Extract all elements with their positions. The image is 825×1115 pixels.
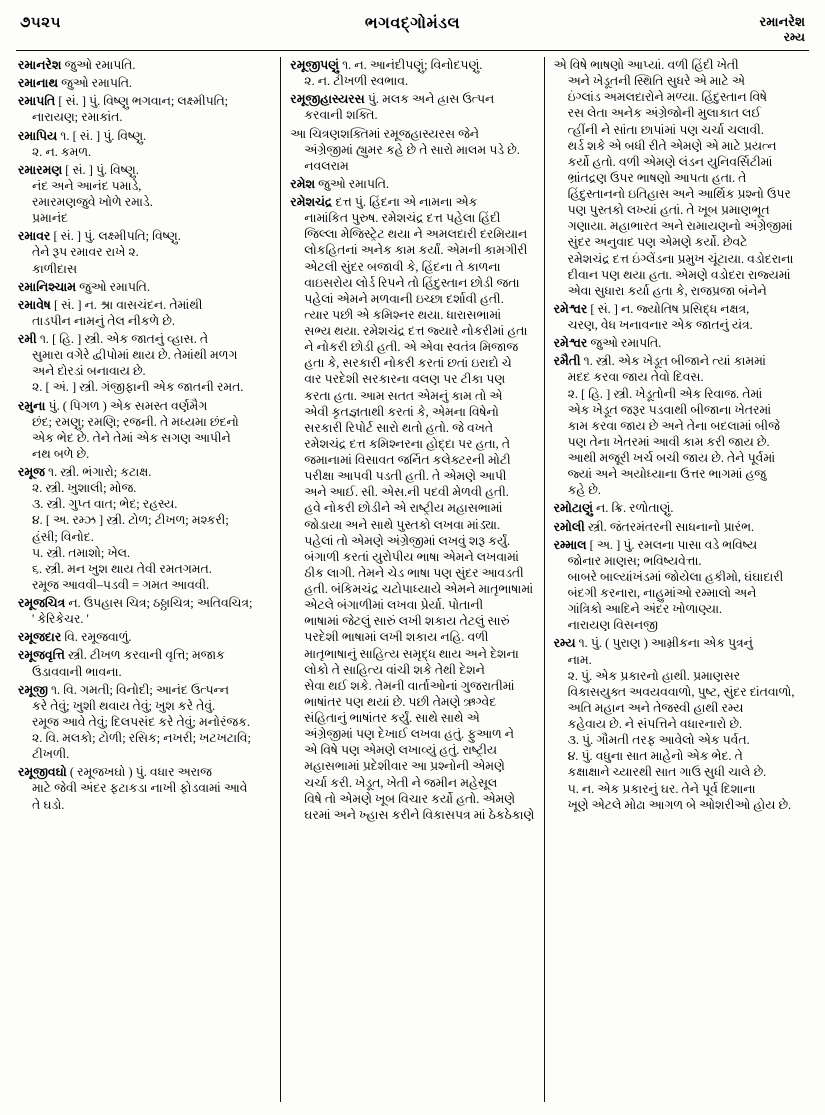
entry-line: એવા સુધારા કર્યા હતા કે, રાજપ્રજા બંનેને	[567, 283, 767, 298]
dictionary-entry	[18, 764, 271, 812]
entry-line: કક્ષાક્ષાને ચ્યારથી સાત ગાઉ સુધી ચાલે છે.	[567, 765, 767, 780]
dictionary-entry	[18, 228, 271, 276]
entry-line: ભ્રાંતદ્રણ ઉપર ભાષણો આપતા હતા. તે	[567, 170, 747, 185]
entry-line: ૩. સ્ત્રી. ગુપ્ત વાત; ભેદ; રહસ્ય.	[32, 497, 178, 512]
entry-headword: રમાવર	[18, 229, 51, 244]
dictionary-entry	[18, 331, 271, 396]
header-right-line1: રમાનરેશ	[759, 14, 805, 29]
entry-line: ભાષામાં જેટલું સારું લખી શકાય તેટલું સારું	[304, 614, 510, 629]
entry-headword: રમાનિશ્ચામ	[18, 279, 76, 294]
entry-line: ભાષાંતર પણ થયાં છે. પછી તેમણે ઋગ્વેદ	[304, 694, 497, 709]
entry-definition: જુઓ રમાપતિ.	[61, 76, 133, 91]
entry-definition: જુઓ રમાપતિ.	[590, 336, 662, 351]
dictionary-entry	[554, 335, 807, 351]
dictionary-entry	[18, 647, 271, 679]
entry-line: લોકો તે સાહિત્ય વાંચી શકે તેથી દેશને	[304, 662, 485, 677]
entry-line: ઘરમાં અને ખ્હાસ કરીને વિકાસપત્ર માં ઠેકઠેકાણે	[304, 807, 535, 822]
entry-definition: જુઓ રમાપતિ.	[318, 176, 390, 191]
dictionary-entry	[18, 297, 271, 329]
entry-line: એટલે બંગાળીમાં લખવા પ્રેર્યા. પોતાની	[304, 598, 484, 613]
column-1	[16, 57, 280, 1102]
entry-line: હતા કે, સરકારી નોકરી કરતાં છતાં ઇરાદો ચે	[304, 356, 512, 371]
entry-line: નારાયણ વિસનજી	[567, 618, 658, 633]
entry-line: ૪. પું. વધુના સાત માહેનો એક ભેદ. તે	[567, 749, 743, 764]
entry-headword: રમાનાથ	[18, 76, 58, 91]
entry-definition: ૧. વિ. ગમતી; વિનોદી; આનંદ ઉત્પન્ન	[50, 682, 229, 697]
entry-headword: રમૂજવૃત્તિ	[18, 648, 65, 663]
entry-line: થર્ડ શકે એ બધી રીતે એમણે એ માટે પ્રયત્ન	[567, 138, 777, 153]
entry-line: ને નોકરી છોડી હતી. એ એવા સ્વતંત્ર મિજાજ	[304, 340, 519, 355]
entry-definition: [ સં. ] પું. વિષ્ણુ.	[65, 162, 139, 177]
header-right-block	[759, 14, 809, 45]
entry-line: અને દોરડાં બનાવાય છે.	[32, 364, 146, 379]
entry-line: માતૃભાષાનું સાહિત્ય સમૃદ્ધ થાય અને દેશના	[304, 646, 519, 661]
entry-definition: ( રમૂજખઘો ) પું. વધાર અરાજ	[69, 765, 212, 780]
entry-line: ૩. પું. ગૌમતી તરફ આવેલો એક પર્વત.	[567, 733, 750, 748]
entry-line: અતિ મહાન અને તેજસ્વી હાથી રમ્ય	[567, 700, 744, 715]
entry-definition: ૧. સ્ત્રી. ભંગારો; કટાક્ષ.	[48, 465, 152, 479]
entry-line: હંસી; વિનોદ.	[32, 529, 94, 544]
entry-definition: ન. ઉપહાસ ચિત્ર; ઠઠ્ઠાચિત્ર; અતિવચિત્ર;	[68, 596, 253, 610]
entry-line: સેવા થઈ શકે. તેમની વાર્તાઓનાં ગુજરાતીમાં	[304, 678, 515, 693]
entry-line: હવે નોકરી છોડીને એ રાષ્ટ્રીય મહાસભામાં	[304, 501, 503, 516]
entry-line: રસ લેતા અનેક અંગ્રેજોની મુલાકાત લઈ	[567, 106, 761, 121]
entry-line: હતી. બંકિમચંદ્ર ચટોપાધ્યાયે એમને માતૃભાષામાં	[304, 582, 534, 596]
entry-line: ૨. ન. ટીખળી સ્વભાવ.	[304, 74, 409, 89]
entry-definition: ૧. ન. આનંદીપણું; વિનોદપણું.	[342, 58, 483, 72]
entry-line: કરવાની શક્તિ.	[304, 108, 378, 123]
column-3	[545, 57, 809, 1102]
dictionary-entry	[554, 57, 807, 299]
column-2	[280, 57, 544, 1102]
entry-headword: રમ્માલ	[553, 537, 587, 552]
entry-line: સંહિતાનું ભાષાંતર કર્યું. સાથે સાથે એ	[304, 711, 480, 725]
entry-definition: [ સં. ] ન. શ્રા વાસચંદન. તેમાંથી	[53, 297, 203, 312]
dictionary-entry	[18, 398, 271, 463]
entry-headword: રમેશ્વર	[553, 301, 588, 316]
entry-line: કામ કરવા જાય છે અને તેના બદલામાં બીજે	[567, 418, 780, 433]
entry-line: ૨. ન. કમળ.	[32, 144, 92, 159]
entry-line: તે ઘડો.	[32, 797, 65, 812]
entry-definition: પું. મલક અને હ્રાસ ઉત્પન	[367, 92, 495, 107]
entry-line: ૫. ન. એક પ્રકારનું ઘર. તેને પૂર્વ દિશાના	[567, 781, 756, 796]
entry-line: ૨. પું. એક પ્રકારનો હાથી. પ્રમાણસર	[567, 668, 741, 683]
dictionary-entry	[290, 194, 534, 823]
entry-line: સુમારા વગેરે દ્વીપોમાં થાય છે. તેમાંથી મળગ	[32, 348, 238, 363]
entry-line: હિંદુસ્તાનનો ઇતિહાસ અને આર્થિક પ્રશ્નો ઉપર	[567, 187, 791, 201]
entry-line: માટે જેવી અંદર ફટાકડા નાખી ફોડવામાં આવે	[32, 781, 248, 796]
entry-line: સરકારી રિપોર્ટ સારો થતો હતો. જે વખતે	[304, 420, 494, 435]
entry-line: જમાનામાં વિસાવત જર્નિત કલેક્ટરની મોટી	[304, 453, 511, 467]
running-title: ભગવદ્ગોમંડલ	[364, 15, 461, 32]
entry-line: પરીક્ષા આપવી પડતી હતી. તે એમણે આપી	[304, 469, 507, 484]
dictionary-entry	[18, 279, 271, 295]
entry-line: ઇંગ્લાંડ અમલદારોને મળ્યા. હિંદુસ્તાન વિષે	[567, 90, 768, 105]
entry-line: પ્રમાનંદ	[32, 211, 68, 226]
entry-definition: આ ચિત્રણશક્તિમાં રમૂજહાસ્યરસ જેને	[290, 126, 480, 141]
entry-line: કરે તેવું; ખુશી થવાય તેવું; ખુશ કરે તેવું.	[32, 698, 216, 713]
dictionary-entry	[554, 635, 807, 812]
entry-headword: રમાપતિ	[18, 94, 56, 109]
entry-headword: રમેશ્વર	[553, 336, 588, 351]
entry-line: જ્યાં અને અયોધ્યાના ઉત્તર ભાગમાં હજુ	[567, 467, 766, 482]
entry-definition: વિ. રમૂજવાળું.	[64, 630, 132, 645]
entry-line: જોનાર માણસ; ભવિષ્યવેત્તા.	[567, 553, 702, 568]
entry-line: ત્હીંની ને સાંતા છાપાંમાં પણ ચર્ચા ચલાવી.	[567, 122, 764, 137]
entry-definition: સ્ત્રી. જંતરમંતરની સાધનાનો પ્રારંભ.	[587, 519, 755, 534]
entry-definition: એ વિષે ભાષણો આપ્યાં. વળી હિંદી ખેતી	[553, 58, 739, 72]
entry-line: કર્યો હતો. વળી એમણે લંડન યુનિવર્સિટીમાં	[567, 154, 773, 169]
entry-headword: રમૂજદાર	[18, 630, 62, 645]
dictionary-entry	[554, 301, 807, 333]
entry-line: નામ.	[567, 652, 592, 667]
dictionary-entry	[18, 162, 271, 227]
entry-line: લોકહિતનાં અનેક કામ કર્યાં. એમની કામગીરી	[304, 243, 528, 258]
entry-line: બંગાળી કરતાં યુરોપીય ભાષા એમને લખવામાં	[304, 549, 519, 564]
entry-definition: જુઓ રમાપતિ.	[64, 58, 136, 72]
entry-line: ઉડાવવાની ભાવના.	[32, 664, 122, 679]
entry-line: રમેશચંદ્ર દત્ત ઇંગ્લેંડના પ્રમુખ ચૂંટાયા. વડોદરાના	[567, 251, 794, 266]
entry-headword: રમૂજીપણું	[290, 58, 339, 72]
entry-line: અંગ્રેજીમાં પણ દેખાઈ લખવા હતું. ફુઆળ ને	[304, 727, 514, 742]
entry-line: એટલી સુંદર બજાવી કે, હિંદના તે કાળના	[304, 259, 501, 274]
entry-line: રમૂજ આવવી–પડવી = ગમત આવવી.	[32, 577, 210, 592]
entry-line: ૪. [ અ. રમ્ઝ ] સ્ત્રી. ટોળ; ટીખળ; મશ્કરી;	[32, 513, 229, 528]
entry-line: બાબરે બાલ્યાંખંડમાં જોયેલા હકીમો, ઘંઘાદારી	[567, 569, 784, 584]
dictionary-entry	[18, 75, 271, 91]
entry-line: કરતા હતા. આમ સતત એમનું કામ તો એ	[304, 388, 503, 403]
entry-headword: રમુના	[18, 398, 46, 413]
entry-line: નંદ અને આનંદ પમાડે,	[32, 178, 142, 193]
entry-definition: દત્ત પું. હિંદના એ નામના એક	[335, 195, 478, 209]
entry-line: એક ખેડૂત જરૂર પડવાથી બીજાના ખેતરમાં	[567, 402, 772, 417]
entry-line: વિષે તો એમણે ખૂબ વિચાર કર્યો હતો. એમણે	[304, 791, 516, 806]
entry-line: કહેવાય છે. ને સંપત્તિને વધારનારો છે.	[567, 717, 743, 731]
entry-line: ખૂણે એટલે મોઢા આગળ બે ઓશરીઓ હોય છે.	[567, 797, 792, 812]
entry-line: ' કેરિકેચર. '	[32, 612, 89, 627]
entry-headword: રમોલી	[553, 519, 585, 534]
entry-headword: રમારમણ	[18, 162, 63, 177]
entry-line: સભ્ય થયા. રમેશચંદ્ર દત્ત જ્યારે નોકરીમાં હતા	[304, 324, 528, 338]
entry-line: ૫. સ્ત્રી. તમાશો; ખેલ.	[32, 545, 131, 560]
entry-line: ૨. [ અં. ] સ્ત્રી. ગંજીફાની એક જાતની રમત.	[32, 380, 244, 395]
entry-definition: ૧. પું. ( પુરાણ ) આમ્રીકના એક પુત્રનું	[578, 636, 753, 651]
dictionary-entry	[290, 91, 534, 123]
columns-container	[16, 57, 809, 1102]
entry-line: જોડાયા અને સાથે પુસ્તકો લખવા માંડ્યા.	[304, 517, 501, 532]
entry-line: નામાંકિત પુરુષ. રમેશચંદ્ર દત્ત પહેલા હિંદી	[304, 211, 501, 226]
entry-headword: રમેશચંદ્ર	[290, 195, 333, 209]
entry-line: સુંદર અનુવાદ પણ એમણે કર્યો. છેવટે	[567, 235, 748, 250]
entry-headword: રમી	[18, 332, 37, 346]
entry-line: ૨. વિ. મલકો; ટોળી; રસિક; નખરી; ખટખટાવિ;	[32, 731, 251, 745]
entry-definition: સ્ત્રી. ટીખળ કરવાની વૃત્તિ; મજાક	[67, 648, 225, 663]
entry-line: બંદગી કરનારા, નાહુમાંઓ રમ્માલો અને	[567, 586, 757, 600]
dictionary-entry	[18, 629, 271, 645]
entry-line: પહેલાં એમને મળવાની ઇચ્છા દર્શાવી હતી.	[304, 291, 504, 306]
entry-headword: રમાનરેશ	[18, 58, 62, 72]
entry-line: ચરણ, વેધ ખનાવનાર એક જાતનું યંત્ર.	[567, 318, 753, 332]
entry-line: નારાયણ; રમાકાંત.	[32, 110, 123, 125]
entry-line: વાઇસરોય લોર્ડ રિપને તો હિંદુસ્તાન છોડી જતા	[304, 275, 520, 290]
entry-headword: રમૂજ	[18, 465, 45, 479]
entry-line: રમારમણજુવે ખોળે રમાડે.	[32, 195, 153, 209]
entry-headword: રમૂજી	[18, 682, 48, 697]
entry-line: ચર્ચા કરી. ખેડૂત, ખેતી ને જમીન મહેસૂલ	[304, 775, 498, 790]
entry-headword: રમૈતી	[553, 354, 581, 369]
entry-definition: ૧. સ્ત્રી. એક ખેડૂત બીજાને ત્યાં કામમાં	[583, 354, 766, 369]
entry-line: અને ખેડૂતની સ્થિતિ સુધરે એ માટે એ	[567, 74, 745, 89]
entry-line: ૬. સ્ત્રી. મન ખુશ થાય તેવી રમતગમત.	[32, 561, 212, 576]
entry-line: ત્યાર પછી એ કમિશ્નર થયા. ધારાસભામાં	[304, 307, 502, 322]
entry-line: પણ પુસ્તકો લખ્યાં હતાં. તે ખૂબ પ્રમાણભૂત	[567, 203, 770, 218]
entry-line: ૨. સ્ત્રી. ખુશાલી; મોજ.	[32, 481, 137, 496]
entry-definition: [ સં. ] પું. વિષ્ણુ ભગવાન; લક્ષ્મીપતિ;	[58, 94, 229, 109]
page-header	[16, 14, 809, 48]
entry-headword: રમૂજચિત્ર	[18, 596, 66, 610]
dictionary-entry	[18, 57, 271, 73]
entry-line: કહે છે.	[567, 483, 601, 498]
entry-line: દીવાન પણ થયા હતા. એમણે વડોદરા રાજ્યમાં	[567, 267, 791, 282]
dictionary-entry	[18, 128, 271, 160]
entry-line: એ વિષે પણ એમણે લખાવ્યું હતું. રાષ્ટ્રીય	[304, 743, 498, 758]
entry-headword: રમાવેષ	[18, 297, 51, 312]
entry-definition: પું. ( પિગળ ) એક સમસ્ત વર્ણમૈગ	[48, 398, 208, 413]
entry-definition: ૧. [ હિ. ] સ્ત્રી. એક જાતનું વ્હાસ. તે	[39, 332, 209, 346]
entry-headword: રમોટાણું	[553, 501, 593, 516]
entry-line: તાડપીન નામનું તેલ નીકળે છે.	[32, 313, 175, 328]
folio-number: ૭૫૨૫	[20, 15, 61, 31]
entry-line: પરદેશી ભાષામાં લખી શકાય નહિ. વળી	[304, 630, 489, 645]
entry-line: અંગ્રેજીમાં હ્યુમર કહે છે તે સારો માલમ પડે છે.	[304, 142, 520, 157]
entry-line: છંદ; રમણુ; રમણિ; રજની. તે મધ્યમા છંદનો	[32, 414, 239, 429]
header-right-line2: રમ્ય	[783, 30, 805, 45]
entry-definition: [ સં. ] પું. લક્ષ્મીપતિ; વિષ્ણુ.	[53, 229, 181, 244]
entry-definition: જુઓ રમાપતિ.	[79, 279, 150, 294]
entry-line: મદદ કરવા જાય તેવો દિવસ.	[567, 370, 704, 385]
entry-headword: રમૂજીવઘો	[18, 765, 67, 780]
entry-line: ઠીક લાગી. તેમને ચેડ ભાષા પણ સુંદર આવડતી	[304, 565, 524, 580]
entry-line: વિકાસયુક્ત અવયવવાળો, પુષ્ટ, સુંદર દાંતવાળો,	[567, 684, 795, 699]
entry-definition: ૧. [ સં. ] પું. વિષ્ણુ.	[60, 128, 147, 143]
dictionary-entry	[290, 57, 534, 89]
entry-line: આથી મજૂરી ખર્ચ બચી જાય છે. તેને પૂર્વમાં	[567, 451, 776, 465]
dictionary-entry	[18, 93, 271, 125]
dictionary-entry	[290, 176, 534, 192]
entry-headword: રમાપિય	[18, 128, 58, 143]
entry-line: ગાંત્રિકો આદિને અંદર ખોળાણ્યા.	[567, 602, 723, 617]
entry-line: એવી કૃતજ્ઞતાથી કરતાં કે, એમના વિષેનો	[304, 404, 499, 419]
entry-headword: રમ્ય	[553, 636, 576, 651]
dictionary-entry	[554, 500, 807, 516]
entry-definition: [ સં. ] ન. જ્યોતિષ પ્રસિદ્ધ નક્ષત્ર,	[590, 301, 750, 316]
header-divider	[16, 50, 809, 51]
dictionary-entry	[554, 537, 807, 634]
entry-headword: રમૂજીહાસ્યરસ	[290, 92, 365, 107]
entry-line: પણ તેના ખેતરમાં આવી કામ કરી જાય છે.	[567, 434, 770, 449]
dictionary-entry	[554, 353, 807, 498]
entry-line: વાર પરદેશી સરકારના વલણ પર ટીકા પણ	[304, 372, 506, 387]
entry-line: નથ બળે છે.	[32, 446, 90, 461]
entry-line: પહેલાં તો એમણે અંગ્રેજીમાં લખવું શરૂ કર્યું.	[304, 533, 511, 548]
entry-line: કાળીદાસ	[32, 261, 77, 276]
dictionary-entry	[18, 682, 271, 763]
entry-line: ૨. [ હિ. ] સ્ત્રી. ખેડૂતોની એક રિવાજ. તેમાં	[567, 386, 763, 401]
entry-definition: ન. ક્રિ. રળોતાણું.	[596, 501, 674, 516]
entry-line: ગણાયા. મહાભારત અને રામાયણનો અંગ્રેજીમાં	[567, 219, 793, 234]
dictionary-entry	[18, 464, 271, 593]
dictionary-entry	[18, 595, 271, 627]
entry-definition: [ અ. ] પું. રમલના પાસા વડે ભવિષ્ય	[589, 537, 758, 552]
entry-line: રમૂજ આવે તેવું; દિલપસંદ કરે તેવું; મનોરંજક.	[32, 714, 250, 729]
entry-line: એક ભેદ છે. તેને તેમાં એક સગણ આપીને	[32, 430, 231, 445]
entry-line: અને આઈ. સી. એસ.ની પદવી મેળવી હતી.	[304, 485, 509, 500]
dictionary-entry	[554, 519, 807, 535]
entry-headword: રમેશ	[290, 176, 316, 191]
dictionary-entry	[290, 126, 534, 174]
entry-line: તેને રૂપ રમાવર રાખે ૨.	[32, 245, 139, 260]
entry-line: જિલ્લા મેજિસ્ટ્રેટ થયા ને અમલદારી દરમિયાન	[304, 227, 528, 242]
entry-line: રમેશચંદ્ર દત્ત કમિશ્નરના હોદ્દા પર હતા, તે	[304, 436, 511, 451]
entry-line: ટીખળી.	[32, 747, 70, 762]
entry-line: નવલરામ	[304, 158, 349, 173]
entry-line: મહાસભામાં પ્રદેશીવાર આ પ્રશ્નોની એમણે	[304, 759, 505, 774]
